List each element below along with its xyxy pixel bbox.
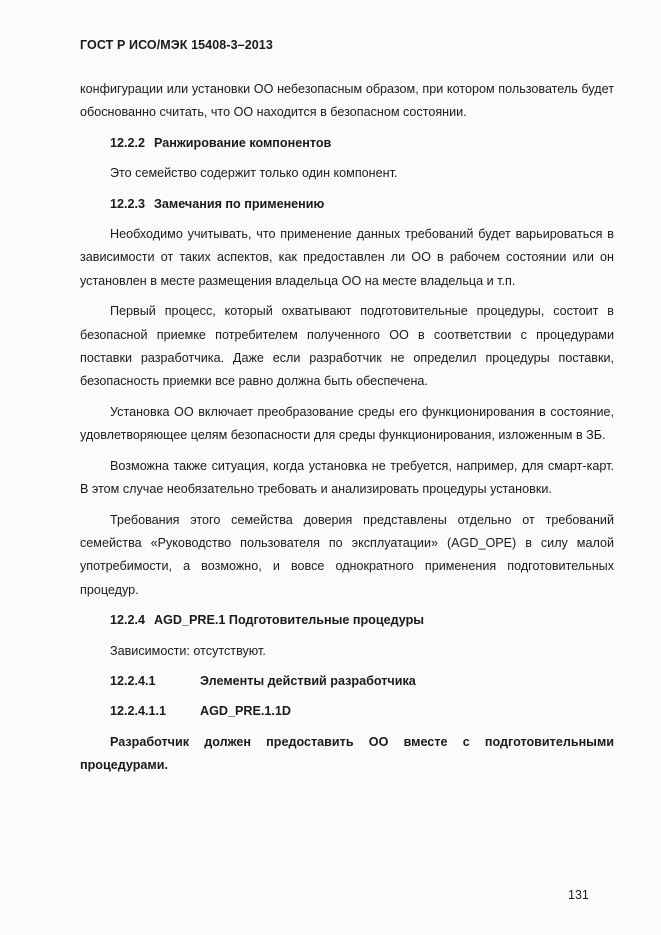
section-heading bbox=[80, 609, 614, 632]
section-number: 12.2.2 bbox=[110, 135, 146, 150]
page-number: 131 bbox=[568, 888, 589, 902]
section-title: AGD_PRE.1 Подготовительные процедуры bbox=[154, 613, 425, 628]
paragraph: Необходимо учитывать, что применение данных требований будет варьироваться в зависимости от таких аспектов, как предоставлен ли ОО в рабочем состоянии или он установлен в месте размещения владельца ОО на месте владельца и т.п. bbox=[80, 227, 614, 288]
paragraph: Возможна также ситуация, когда установка не требуется, например, для смарт-карт. В этом случае необязательно требовать и анализировать процедуры установки. bbox=[80, 458, 614, 497]
paragraph: конфигурации или установки ОО небезопасным образом, при котором пользователь будет обоснованно считать, что ОО находится в безопасном состоянии. bbox=[80, 82, 614, 120]
section-title: AGD_PRE.1.1D bbox=[200, 704, 291, 719]
section-title: Замечания по применению bbox=[154, 196, 325, 211]
section-number: 12.2.3 bbox=[110, 196, 146, 211]
paragraph: Установка ОО включает преобразование среды его функционирования в состояние, удовлетворяющее целям безопасности для среды функционирования, изложенным в ЗБ. bbox=[80, 404, 614, 443]
section-heading bbox=[80, 193, 614, 216]
paragraph: Зависимости: отсутствуют. bbox=[110, 643, 266, 658]
paragraph: Это семейство содержит только один компонент. bbox=[110, 166, 398, 181]
section-heading bbox=[80, 670, 614, 693]
paragraph: Требования этого семейства доверия представлены отдельно от требований семейства «Руководство пользователя по эксплуатации» (AGD_OPE) в силу малой употребимости, а возможно, и вовсе однократного применения подготовительных процедур. bbox=[80, 512, 614, 597]
paragraph: Разработчик должен предоставить ОО вместе с подготовительными процедурами. bbox=[80, 734, 614, 773]
section-title: Элементы действий разработчика bbox=[200, 673, 416, 688]
section-number: 12.2.4 bbox=[110, 613, 146, 628]
section-heading bbox=[80, 132, 614, 155]
section-heading bbox=[80, 700, 614, 723]
section-number: 12.2.4.1.1 bbox=[110, 704, 167, 719]
section-number: 12.2.4.1 bbox=[110, 673, 156, 688]
paragraph: Первый процесс, который охватывают подготовительные процедуры, состоит в безопасной приемке потребителем полученного ОО в соответствии с процедурами поставки разработчика. Даже если разработчик не определил процедуры поставки, безопасность приемки все равно должна быть обеспечена. bbox=[80, 304, 614, 389]
page-header: ГОСТ Р ИСО/МЭК 15408-3–2013 bbox=[80, 38, 273, 52]
section-title: Ранжирование компонентов bbox=[154, 135, 332, 150]
document-body bbox=[80, 78, 614, 785]
